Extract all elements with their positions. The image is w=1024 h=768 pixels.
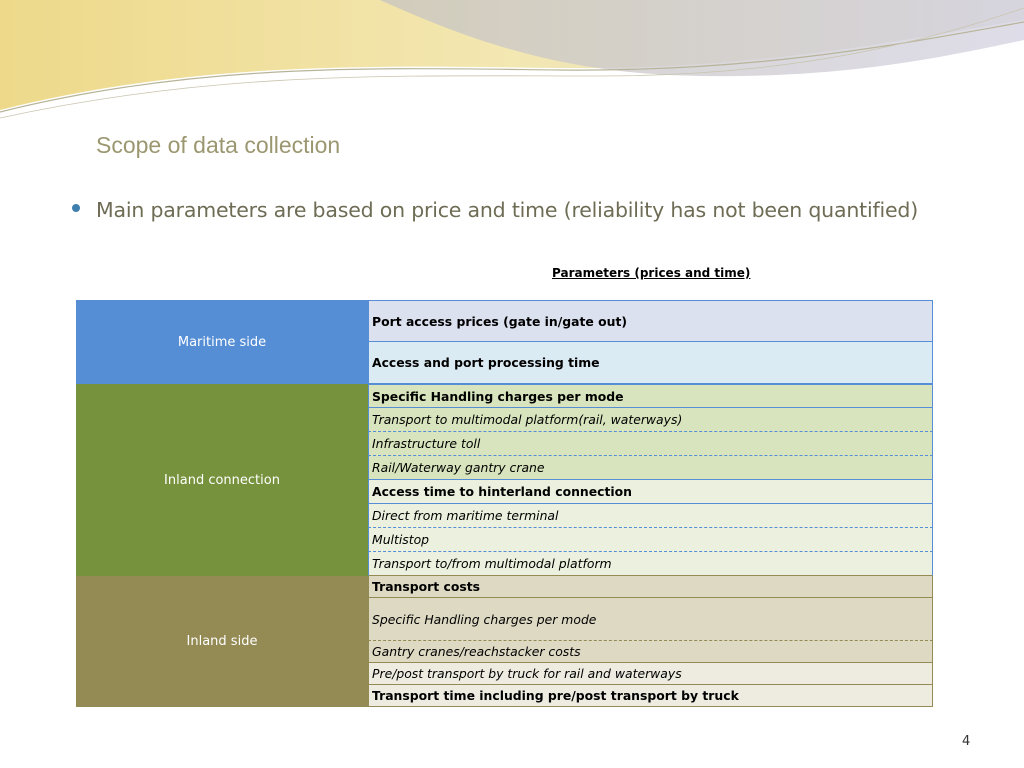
slide-title: Scope of data collection xyxy=(96,132,341,158)
table-row: Gantry cranes/reachstacker costs xyxy=(368,641,933,663)
parameters-table xyxy=(76,250,933,707)
table-header-label: Parameters (prices and time) xyxy=(552,266,751,280)
table-row: Transport time including pre/post transport by truck xyxy=(368,685,933,707)
table-row: Access time to hinterland connection xyxy=(368,480,933,504)
table-row: Pre/post transport by truck for rail and waterways xyxy=(368,663,933,685)
table-row: Infrastructure toll xyxy=(368,432,933,456)
table-row: Access and port processing time xyxy=(368,342,933,384)
header-wave-decoration xyxy=(0,0,1024,130)
table-row: Transport costs xyxy=(368,576,933,598)
bullet-dot-icon xyxy=(72,204,80,212)
table-row: Specific Handling charges per mode xyxy=(368,598,933,641)
table-row: Transport to/from multimodal platform xyxy=(368,552,933,576)
table-row: Direct from maritime terminal xyxy=(368,504,933,528)
table-row: Multistop xyxy=(368,528,933,552)
bullet-item xyxy=(72,198,918,222)
group-label-inland-connection: Inland connection xyxy=(76,384,368,576)
group-label-maritime: Maritime side xyxy=(76,300,368,384)
table-row: Specific Handling charges per mode xyxy=(368,384,933,408)
page-number: 4 xyxy=(962,734,971,749)
table-row: Transport to multimodal platform(rail, waterways) xyxy=(368,408,933,432)
table-row: Port access prices (gate in/gate out) xyxy=(368,300,933,342)
bullet-text: Main parameters are based on price and time (reliability has not been quantified) xyxy=(96,198,918,222)
table-row: Rail/Waterway gantry crane xyxy=(368,456,933,480)
table-header xyxy=(76,250,933,300)
group-label-inland-side: Inland side xyxy=(76,576,368,707)
